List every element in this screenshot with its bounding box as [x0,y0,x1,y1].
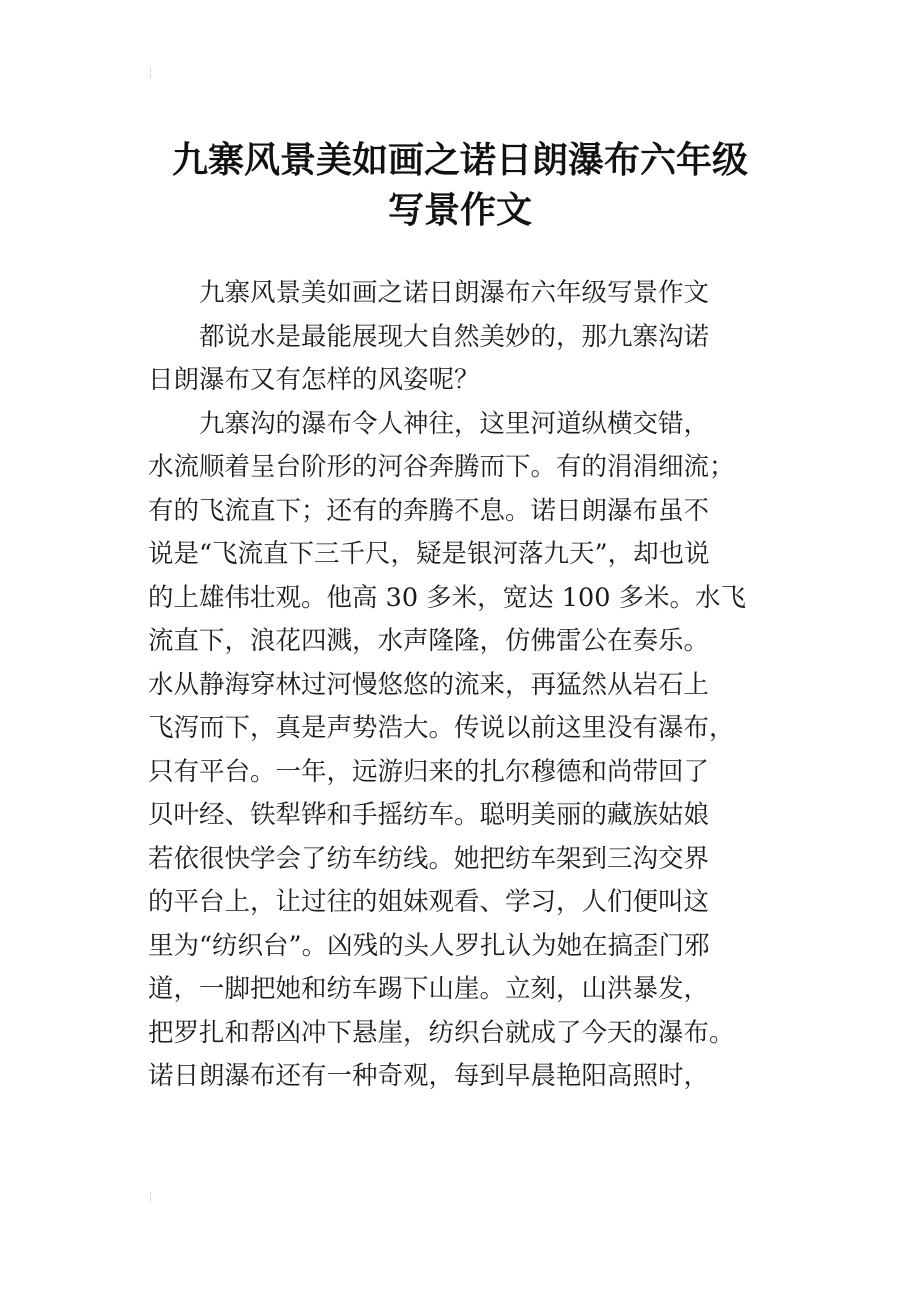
text-line: 都说水是最能展现大自然美妙的，那九寨沟诺 [199,321,710,352]
paragraph [148,403,788,1099]
page-corner-mark-top [150,68,157,78]
text-line: 诺日朗瀑布还有一种奇观，每到早晨艳阳高照时， [148,1061,710,1091]
text-line: 的平台上，让过往的姐妹观看、学习，人们便叫这 [148,887,710,917]
page-corner-mark-bottom [150,1192,157,1202]
text-line: 把罗扎和帮凶冲下悬崖，纺织台就成了今天的瀑布。 [148,1017,735,1048]
text-line: 里为“纺织台”。凶残的头人罗扎认为她在搞歪门邪 [148,930,710,961]
text-line: 水流顺着呈台阶形的河谷奔腾而下。有的涓涓细流； [148,452,735,482]
text-line: 日朗瀑布又有怎样的风姿呢？ [148,365,480,395]
text-line: 贝叶经、铁犁铧和手摇纺车。聪明美丽的藏族姑娘 [148,800,710,830]
text-line: 流直下，浪花四溅，水声隆隆，仿佛雷公在奏乐。 [148,626,710,656]
paragraph [148,272,788,316]
text-line: 若依很快学会了纺车纺线。她把纺车架到三沟交界 [148,843,710,874]
document-body [148,272,788,1099]
text-line: 只有平台。一年，远游归来的扎尔穆德和尚带回了 [148,756,710,787]
text-line: 有的飞流直下；还有的奔腾不息。诺日朗瀑布虽不 [148,495,710,526]
text-line: 飞泻而下，真是声势浩大。传说以前这里没有瀑布， [148,713,735,743]
text-line: 说是“飞流直下三千尺，疑是银河落九天”，却也说 [148,539,710,569]
document-title [100,136,820,236]
text-line: 水从静海穿林过河慢悠悠的流来，再猛然从岩石上 [148,669,710,700]
title-line: 九寨风景美如画之诺日朗瀑布六年级 [171,140,748,182]
text-line: 九寨风景美如画之诺日朗瀑布六年级写景作文 [199,278,710,308]
text-line: 的上雄伟壮观。他高 30 多米，宽达 100 多米。水飞 [148,582,747,613]
paragraph [148,316,788,403]
title-line: 写景作文 [387,190,532,232]
text-line: 道，一脚把她和纺车踢下山崖。立刻，山洪暴发， [148,974,710,1004]
text-line: 九寨沟的瀑布令人神往，这里河道纵横交错， [199,408,710,439]
